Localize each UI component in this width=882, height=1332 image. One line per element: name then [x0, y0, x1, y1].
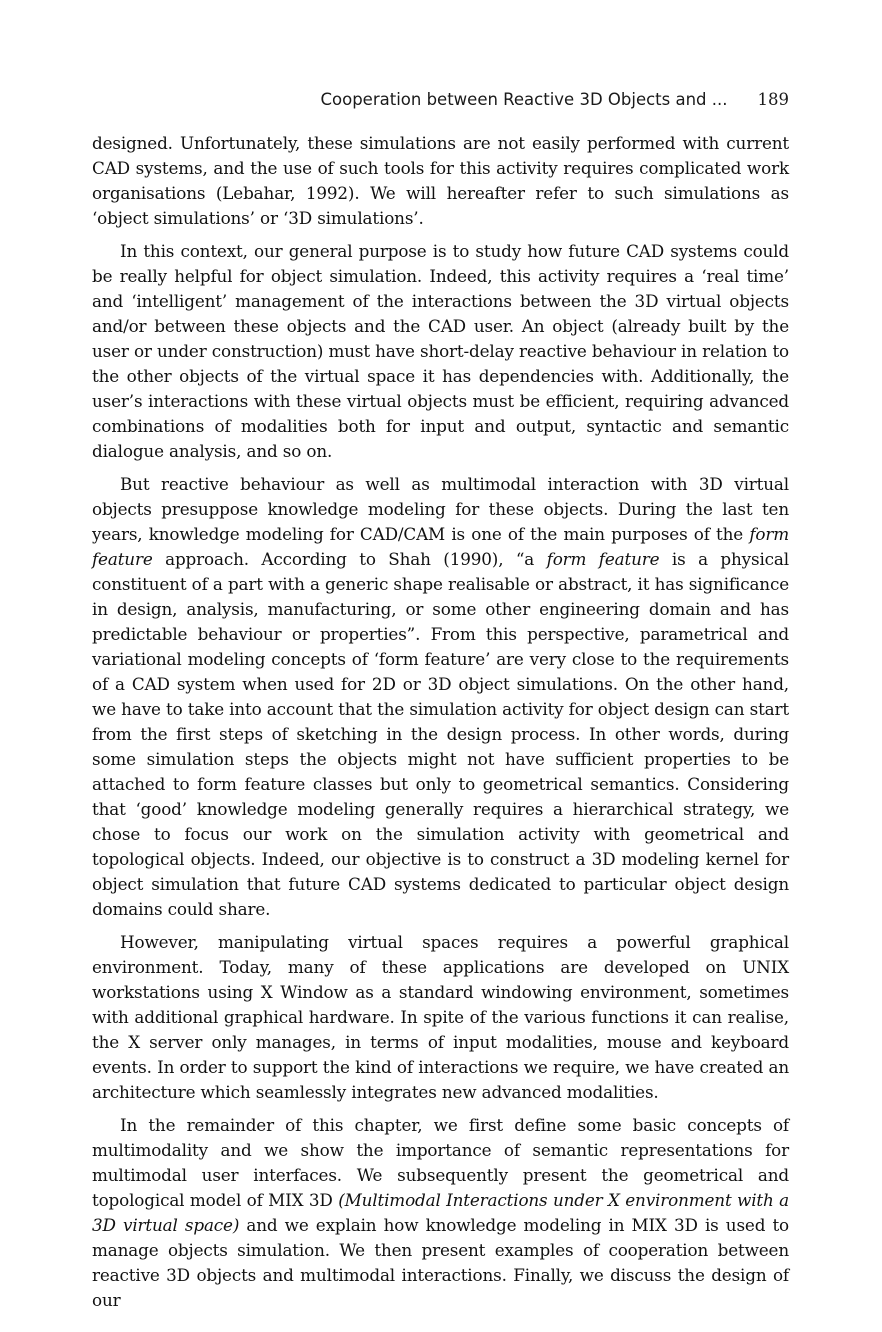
text-segment: In the remainder of this chapter, we first define some basic concepts of multimodality and we show the importance of semantic representations for multimodal user interfaces. We subsequently present the geometrical and topological model of MIX 3D — [92, 1115, 789, 1210]
text-segment: is a physical constituent of a part with a generic shape realisable or abstract, it has significance in design, analysis, manufacturing, or some other engineering domain and has predictable behaviour or properties”. From this perspective, parametrical and variational modeling concepts of ‘form feature’ are very close to the requirements of a CAD system when used for 2D or 3D object simulations. On the other hand, we have to take into account that the simulation activity for object design can start from the first steps of sketching in the design process. In other words, during some simulation steps the objects might not have sufficient properties to be attached to form feature classes but only to geometrical semantics. Considering that ‘good’ knowledge modeling generally requires a hierarchical strategy, we chose to focus our work on the simulation activity with geometrical and topological objects. Indeed, our objective is to construct a 3D modeling kernel for object simulation that future CAD systems dedicated to particular object design domains could share. — [92, 549, 789, 919]
italic-text: (Multimodal Interactions under X environment with a 3D virtual space) — [92, 1190, 789, 1235]
paragraph — [92, 1113, 789, 1313]
page-number: 189 — [757, 90, 789, 109]
text-segment: approach. According to Shah (1990), “a — [152, 549, 547, 569]
running-head — [92, 90, 789, 109]
text-segment: But reactive behaviour as well as multimodal interaction with 3D virtual objects presuppose knowledge modeling for these objects. During the last ten years, knowledge modeling for CAD/CAM is one of the main purposes of the — [92, 474, 789, 544]
paragraph — [92, 472, 789, 922]
text-segment: and we explain how knowledge modeling in MIX 3D is used to manage objects simulation. We then present examples of cooperation between reactive 3D objects and multimodal interactions. Finally, we discuss the design of our — [92, 1215, 789, 1310]
italic-text: form feature — [92, 524, 789, 569]
text-segment: However, manipulating virtual spaces requires a powerful graphical environment. Today, many of these applications are developed on UNIX workstations using X Window as a standard windowing environment, sometimes with additional graphical hardware. In spite of the various functions it can realise, the X server only manages, in terms of input modalities, mouse and keyboard events. In order to support the kind of interactions we require, we have created an architecture which seamlessly integrates new advanced modalities. — [92, 932, 789, 1102]
paragraph — [92, 930, 789, 1105]
book-page — [92, 90, 789, 1321]
body-text — [92, 131, 789, 1313]
paragraph — [92, 131, 789, 231]
italic-text: form feature — [546, 549, 660, 569]
text-segment: designed. Unfortunately, these simulations are not easily performed with current CAD systems, and the use of such tools for this activity requires complicated work organisations (Lebahar, 1992). We will hereafter refer to such simulations as ‘object simulations’ or ‘3D simulations’. — [92, 133, 789, 228]
paragraph — [92, 239, 789, 464]
text-segment: In this context, our general purpose is to study how future CAD systems could be really helpful for object simulation. Indeed, this activity requires a ‘real time’ and ‘intelligent’ management of the interactions between the 3D virtual objects and/or between these objects and the CAD user. An object (already built by the user or under construction) must have short-delay reactive behaviour in relation to the other objects of the virtual space it has dependencies with. Additionally, the user’s interactions with these virtual objects must be efficient, requiring advanced combinations of modalities both for input and output, syntactic and semantic dialogue analysis, and so on. — [92, 241, 789, 461]
running-title: Cooperation between Reactive 3D Objects and ... — [320, 90, 728, 109]
